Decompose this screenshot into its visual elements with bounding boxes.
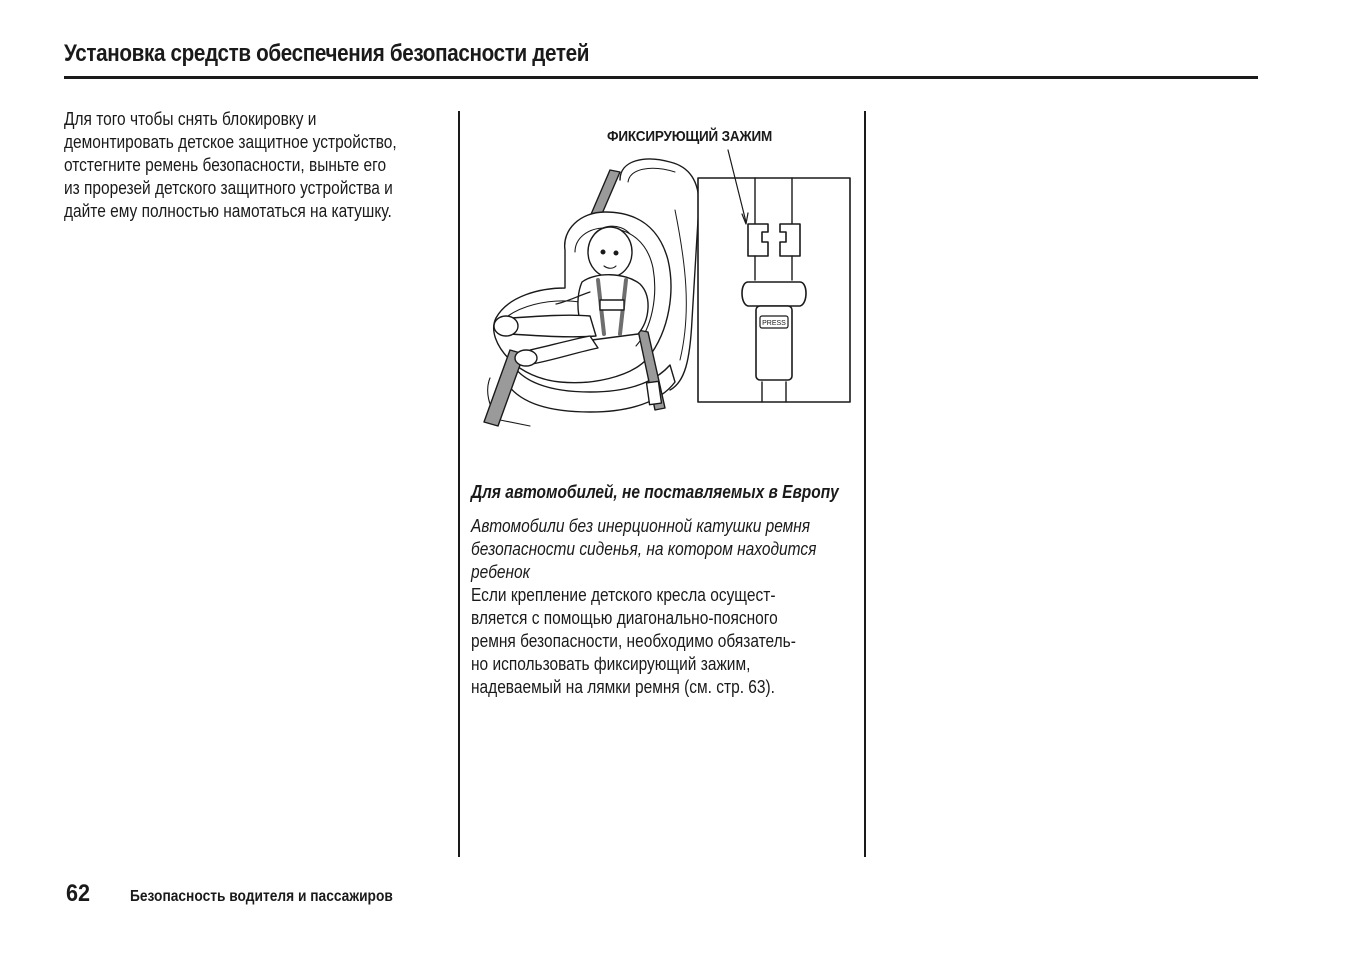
text-line: вляется с помощью диагонально-поясного bbox=[471, 608, 778, 628]
locking-clip-label: ФИКСИРУЮЩИЙ ЗАЖИМ bbox=[607, 128, 773, 145]
removal-instructions bbox=[64, 108, 442, 223]
text-line: ребенок bbox=[471, 562, 530, 582]
text-line: Если крепление детского кресла осущест- bbox=[471, 585, 776, 605]
condition-note bbox=[471, 515, 849, 584]
text-line: безопасности сиденья, на котором находится bbox=[471, 539, 817, 559]
locking-clip-instructions bbox=[471, 584, 849, 699]
text-line: но использовать фиксирующий зажим, bbox=[471, 654, 751, 674]
child-seat-illustration bbox=[470, 120, 860, 440]
footer-section-title: Безопасность водителя и пассажиров bbox=[130, 888, 393, 905]
child-head bbox=[588, 227, 632, 277]
text-line: надеваемый на лямки ремня (см. стр. 63). bbox=[471, 677, 775, 697]
column-divider-left bbox=[458, 111, 460, 857]
page-number: 62 bbox=[66, 880, 91, 907]
left-column bbox=[64, 108, 442, 223]
text-line: ремня безопасности, необходимо обязатель- bbox=[471, 631, 796, 651]
page-title: Установка средств обеспечения безопасности детей bbox=[64, 40, 590, 67]
column-divider-right bbox=[864, 111, 866, 857]
text-line: Автомобили без инерционной катушки ремня bbox=[471, 516, 811, 536]
child-legs bbox=[510, 315, 596, 337]
text-line: Для того чтобы снять блокировку и bbox=[64, 109, 317, 129]
child-seat-drawing bbox=[470, 120, 860, 440]
text-line: дайте ему полностью намотаться на катушку. bbox=[64, 201, 392, 221]
section-subheading: Для автомобилей, не поставляемых в Европу bbox=[471, 482, 839, 502]
text-line: из прорезей детского защитного устройства и bbox=[64, 178, 393, 198]
latch-plate bbox=[742, 282, 806, 306]
title-divider bbox=[64, 76, 1258, 79]
text-line: отстегните ремень безопасности, выньте его bbox=[64, 155, 387, 175]
buckle-press-text: PRESS bbox=[762, 320, 786, 327]
middle-column bbox=[471, 481, 849, 699]
belt-latch bbox=[647, 381, 662, 404]
text-line: демонтировать детское защитное устройство, bbox=[64, 132, 397, 152]
